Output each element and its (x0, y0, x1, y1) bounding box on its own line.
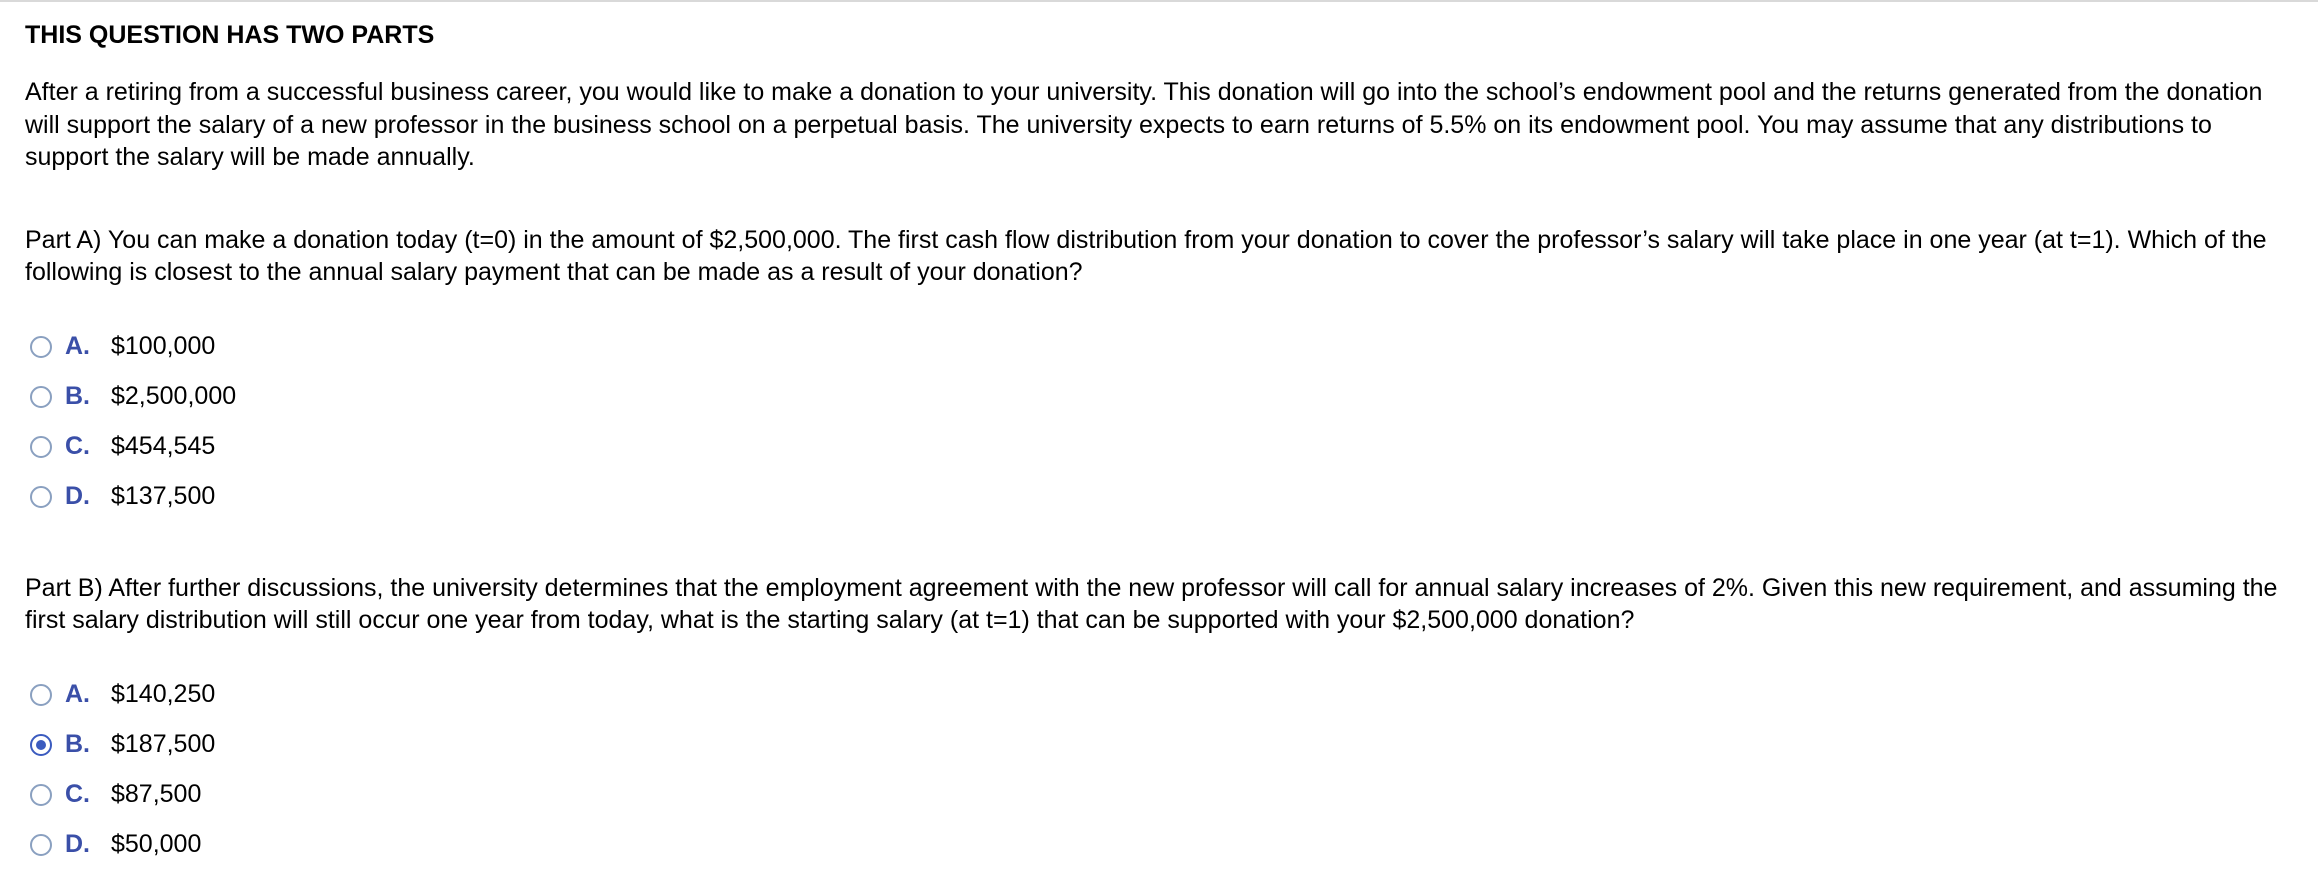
option-letter: A. (65, 332, 90, 360)
part-a-option-b[interactable] (25, 372, 2295, 422)
option-letter: D. (65, 830, 90, 858)
top-divider (0, 0, 2318, 2)
option-letter: B. (65, 730, 90, 758)
option-value: $454,545 (111, 432, 216, 460)
radio-button[interactable] (30, 336, 52, 358)
option-letter: D. (65, 482, 90, 510)
radio-button[interactable] (30, 436, 52, 458)
radio-button[interactable] (30, 386, 52, 408)
option-letter: C. (65, 432, 90, 460)
option-value: $2,500,000 (111, 382, 237, 410)
part-a-options (25, 322, 2295, 522)
part-b-prompt: Part B) After further discussions, the university determines that the employment agreement with the new professor will call for annual salary increases of 2%. Given this new requirement, and assuming the first salary distribution will still occur one year from today, what is the starting salary (at t=1) that can be supported with your $2,500,000 donation? (25, 573, 2278, 634)
part-a-option-a[interactable] (25, 322, 2295, 372)
part-b-options (25, 670, 2295, 870)
part-a-option-d[interactable] (25, 472, 2295, 522)
question-container (25, 18, 2295, 882)
option-value: $50,000 (111, 830, 202, 858)
radio-button[interactable] (30, 834, 52, 856)
radio-button[interactable] (30, 784, 52, 806)
option-value: $87,500 (111, 780, 202, 808)
part-b-option-c[interactable] (25, 770, 2295, 820)
part-a-prompt: Part A) You can make a donation today (t=0) in the amount of $2,500,000. The first cash flow distribution from your donation to cover the professor’s salary will take place in one year (at t=1). Which of the following is closest to the annual salary payment that can be made as a result of your donation? (25, 225, 2267, 286)
option-value: $140,250 (111, 680, 216, 708)
option-letter: C. (65, 780, 90, 808)
option-value: $137,500 (111, 482, 216, 510)
question-intro: After a retiring from a successful business career, you would like to make a donation to your university. This donation will go into the school’s endowment pool and the returns generated from the donation will support the salary of a new professor in the business school on a perpetual basis. The university expects to earn returns of 5.5% on its endowment pool. You may assume that any distributions to support the salary will be made annually. (25, 78, 2263, 171)
part-b-option-b[interactable] (25, 720, 2295, 770)
option-letter: B. (65, 382, 90, 410)
radio-button[interactable] (30, 684, 52, 706)
option-letter: A. (65, 680, 90, 708)
option-value: $187,500 (111, 730, 216, 758)
radio-button[interactable] (30, 486, 52, 508)
part-b-option-d[interactable] (25, 820, 2295, 870)
part-b-option-a[interactable] (25, 670, 2295, 720)
radio-button-selected[interactable] (30, 734, 52, 756)
part-a-option-c[interactable] (25, 422, 2295, 472)
option-value: $100,000 (111, 332, 216, 360)
question-heading: THIS QUESTION HAS TWO PARTS (25, 21, 435, 49)
